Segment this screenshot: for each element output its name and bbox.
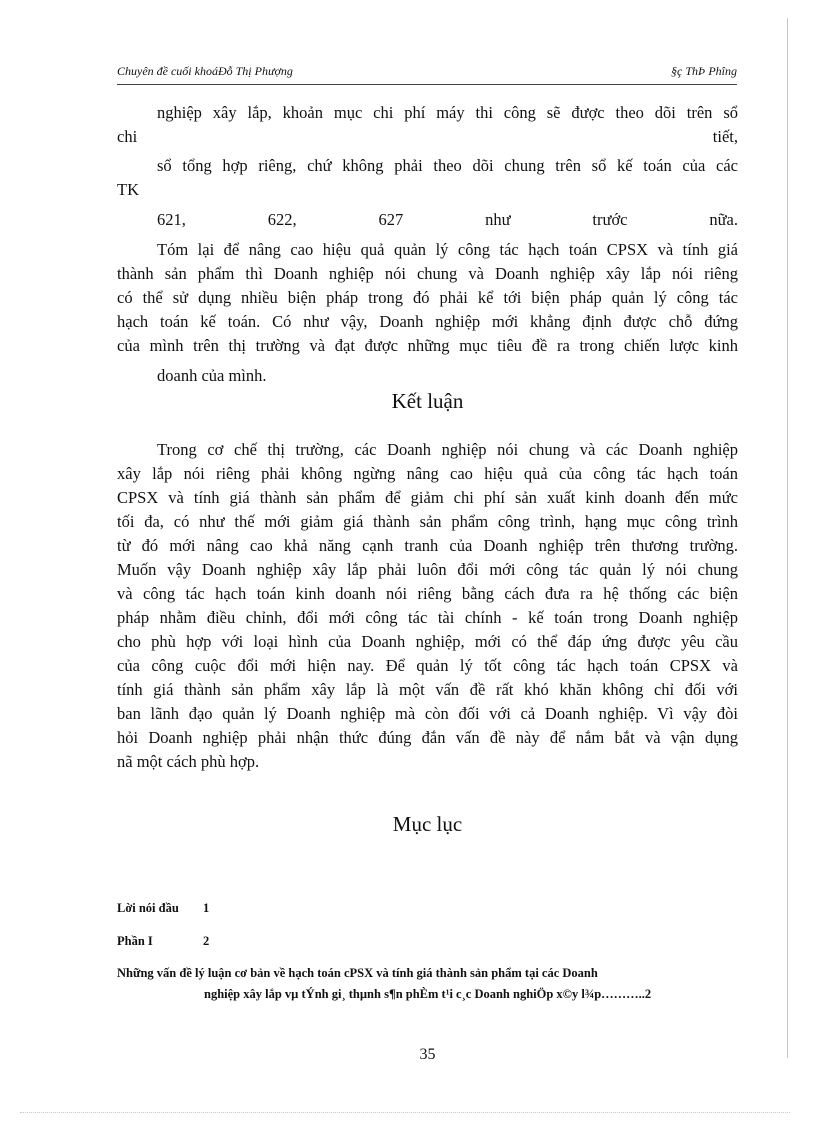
text-fragment: chi bbox=[117, 127, 138, 146]
text-line: từ đó mới nâng cao khả năng cạnh tranh của Doanh nghiệp trên thương trường. bbox=[117, 536, 738, 555]
toc-item-page: 2 bbox=[203, 934, 210, 948]
header-left-text: Chuyên đề cuối khoáĐỗ Thị Phượng bbox=[117, 64, 293, 78]
page-border-bottom bbox=[20, 1112, 790, 1113]
text-line: của mình trên thị trường và đạt được những mục tiêu đề ra trong chiến lược kinh bbox=[117, 336, 738, 355]
text-line: thành sản phẩm thì Doanh nghiệp nói chung và Doanh nghiệp xây lắp nói riêng bbox=[117, 264, 738, 283]
text-line: sổ tổng hợp riêng, chứ không phải theo dõi chung trên sổ kế toán của các bbox=[157, 156, 738, 175]
page-header bbox=[117, 64, 737, 82]
text-fragment: tiết, bbox=[712, 127, 738, 146]
text-line: hạch toán kế toán. Có như vậy, Doanh nghiệp mới khẳng định được chỗ đứng bbox=[117, 312, 738, 331]
toc-heading: Mục lục bbox=[392, 812, 463, 836]
header-right-text: §ç ThÞ Phîng bbox=[671, 64, 737, 78]
header-divider bbox=[117, 84, 737, 85]
text-line: tính giá thành sản phẩm xây lắp là một vấn đề rất khó khăn không chỉ đối với bbox=[117, 680, 738, 699]
text-line: xây lắp nói riêng phải không ngừng nâng cao hiệu quả của công tác hạch toán bbox=[117, 464, 738, 483]
text-line: Tóm lại để nâng cao hiệu quả quản lý công tác hạch toán CPSX và tính giá bbox=[157, 240, 738, 259]
toc-item-label: Những vấn đề lý luận cơ bản về hạch toán cPSX và tính giá thành sản phẩm tại các Doanh bbox=[117, 966, 598, 980]
text-line: nghiệp xây lắp, khoản mục chi phí máy thi công sẽ được theo dõi trên sổ bbox=[157, 103, 738, 122]
toc-item-page: 1 bbox=[203, 901, 210, 915]
text-line: pháp nhằm điều chỉnh, đổi mới công tác tài chính - kế toán trong Doanh nghiệp bbox=[117, 608, 738, 627]
text-line: cho phù hợp với loại hình của Doanh nghiệp, mới có thể đáp ứng được yêu cầu bbox=[117, 632, 738, 651]
toc-item-label: Lời nói đầu bbox=[117, 901, 179, 915]
text-line: CPSX và tính giá thành sản phẩm để giảm chi phí sản xuất kinh doanh đến mức bbox=[117, 488, 738, 507]
conclusion-heading: Kết luận bbox=[391, 389, 464, 413]
toc-item-label: Phần I bbox=[117, 934, 153, 948]
text-line: hỏi Doanh nghiệp phải nhận thức đúng đắn vấn đề này để nắm bắt và vận dụng bbox=[117, 728, 738, 747]
text-line: ban lãnh đạo quản lý Doanh nghiệp mà còn đối với cả Doanh nghiệp. Vì vậy đòi bbox=[117, 704, 738, 723]
text-line: doanh của mình. bbox=[157, 366, 267, 385]
text-line: nã một cách phù hợp. bbox=[117, 752, 260, 771]
text-line bbox=[117, 127, 738, 147]
text-line: 621, 622, 627 như trước nữa. bbox=[157, 210, 738, 229]
page-number: 35 bbox=[419, 1046, 436, 1063]
text-line: có thể sử dụng nhiều biện pháp trong đó phải kể tới biện pháp quản lý công tác bbox=[117, 288, 738, 307]
text-line: tối đa, có như thế mới giảm giá thành sản phẩm công trình, hạng mục công trình bbox=[117, 512, 738, 531]
toc-item-label: nghiệp xây lắp vµ tÝnh gi¸ thµnh s¶n phÈm t¹i c¸c Doanh nghiÖp x©y l¾p………..2 bbox=[204, 987, 652, 1001]
text-line: TK bbox=[117, 180, 139, 199]
text-line: Muốn vậy Doanh nghiệp xây lắp phải luôn đổi mới công tác quản lý nói chung bbox=[117, 560, 738, 579]
page-border-right bbox=[787, 18, 788, 1058]
text-line: của công cuộc đổi mới hiện nay. Để quản lý tốt công tác hạch toán CPSX và bbox=[117, 656, 738, 675]
text-line: Trong cơ chế thị trường, các Doanh nghiệp nói chung và các Doanh nghiệp bbox=[157, 440, 738, 459]
text-line: và công tác hạch toán kinh doanh nói riêng bằng cách đưa ra hệ thống các biện bbox=[117, 584, 738, 603]
